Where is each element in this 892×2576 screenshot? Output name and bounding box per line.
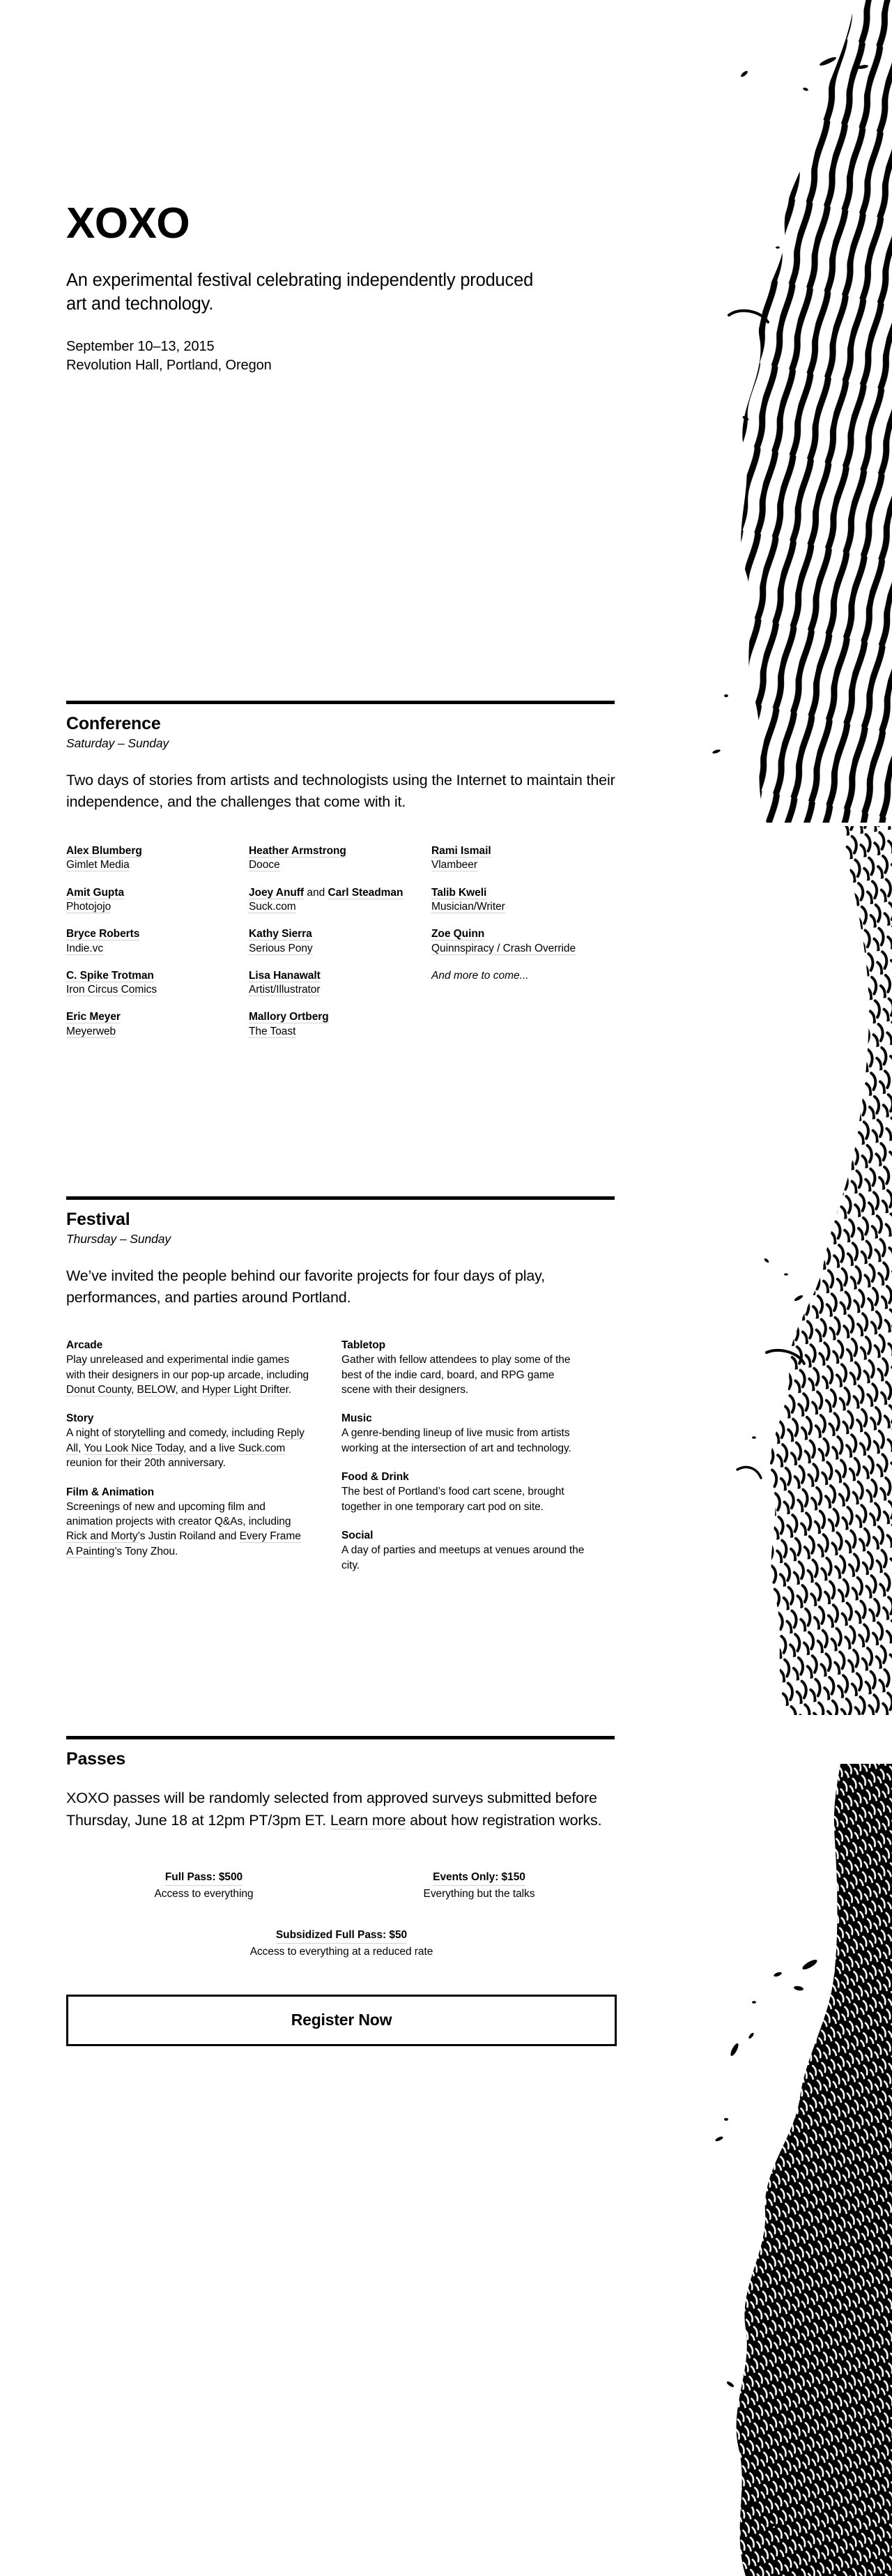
- track-entry: [66, 1339, 341, 1397]
- speaker-entry[interactable]: [66, 886, 249, 915]
- section-conference: [66, 701, 617, 1039]
- passes-intro: [66, 1788, 617, 1831]
- inline-text: ,: [78, 1442, 84, 1454]
- track-entry: [341, 1470, 617, 1514]
- section-passes: [66, 1736, 617, 2046]
- speaker-organization[interactable]: Vlambeer: [431, 859, 477, 871]
- artwork-flecks: [712, 56, 869, 2527]
- speaker-entry[interactable]: [66, 927, 249, 956]
- section-rule: [66, 701, 615, 704]
- track-name: Story: [66, 1412, 94, 1425]
- inline-link[interactable]: Reply All: [66, 1427, 305, 1454]
- track-description: [341, 1484, 585, 1514]
- track-entry: [341, 1339, 617, 1397]
- inline-link[interactable]: Every Frame A Painting: [66, 1530, 301, 1557]
- speaker-name[interactable]: C. Spike Trotman: [66, 969, 154, 982]
- speaker-name[interactable]: Bryce Roberts: [66, 928, 140, 940]
- inline-text: , and: [175, 1383, 202, 1396]
- event-dates: September 10–13, 2015: [66, 338, 215, 354]
- speaker-entry[interactable]: [249, 844, 431, 873]
- inline-text: ,: [131, 1383, 137, 1396]
- track-name: Social: [341, 1530, 374, 1542]
- speaker-name[interactable]: Kathy Sierra: [249, 928, 312, 940]
- speaker-organization[interactable]: Iron Circus Comics: [66, 984, 157, 996]
- speaker-name[interactable]: Mallory Ortberg: [249, 1011, 329, 1023]
- inline-text: Screenings of new and upcoming film and animation projects with creator Q&As, including: [66, 1500, 291, 1528]
- speaker-entry[interactable]: [431, 844, 614, 873]
- event-venue: Revolution Hall, Portland, Oregon: [66, 358, 272, 374]
- track-description: [66, 1352, 310, 1397]
- inline-link[interactable]: Learn more: [330, 1811, 406, 1829]
- inline-link[interactable]: Suck.com: [238, 1442, 286, 1454]
- track-column: [341, 1339, 617, 1573]
- speaker-name[interactable]: Heather Armstrong: [249, 844, 346, 857]
- speaker-organization[interactable]: Indie.vc: [66, 942, 104, 954]
- passes-title: Passes: [66, 1748, 125, 1769]
- section-festival: [66, 1196, 617, 1573]
- inline-text: The best of Portland’s food cart scene, brought together in one temporary cart pod on site.: [341, 1486, 564, 1513]
- speaker-organization[interactable]: Dooce: [249, 859, 280, 871]
- speaker-organization[interactable]: Suck.com: [249, 900, 296, 913]
- inline-text: Gather with fellow attendees to play some of the best of the indie card, board, and RPG game scene with their designers.: [341, 1354, 571, 1396]
- masthead: [66, 0, 617, 376]
- speaker-column: [66, 844, 249, 1039]
- track-entry: [341, 1412, 617, 1456]
- speaker-organization[interactable]: Musician/Writer: [431, 900, 505, 913]
- speaker-entry[interactable]: [66, 1010, 249, 1039]
- inline-text: reunion for their 20th anniversary.: [66, 1457, 226, 1470]
- register-now-button[interactable]: Register Now: [66, 1995, 617, 2046]
- inline-text: ’s Justin Roiland and: [137, 1530, 240, 1543]
- speaker-column: [249, 844, 431, 1039]
- speaker-column: [431, 844, 614, 1039]
- speaker-name[interactable]: Lisa Hanawalt: [249, 969, 321, 982]
- festival-title: Festival: [66, 1210, 130, 1230]
- artwork-band-top: [662, 0, 892, 906]
- festival-subtitle: Thursday – Sunday: [66, 1232, 171, 1247]
- track-name: Film & Animation: [66, 1486, 155, 1498]
- track-entry: [66, 1412, 341, 1470]
- inline-link[interactable]: BELOW: [137, 1383, 176, 1396]
- speaker-name[interactable]: Eric Meyer: [66, 1011, 121, 1023]
- pass-tier-row: [66, 1870, 617, 1902]
- speaker-organization[interactable]: Quinnspiracy / Crash Override: [431, 942, 576, 954]
- track-description: [341, 1352, 585, 1397]
- inline-link[interactable]: Rick and Morty: [66, 1530, 138, 1543]
- speaker-organization[interactable]: Gimlet Media: [66, 859, 130, 871]
- inline-link[interactable]: Donut County: [66, 1383, 132, 1396]
- pass-tier-desc: Everything but the talks: [423, 1888, 535, 1900]
- inline-text: about how registration works.: [406, 1811, 602, 1829]
- speaker-name[interactable]: Zoe Quinn: [431, 928, 485, 940]
- pass-tier-desc: Access to everything: [154, 1888, 254, 1900]
- speaker-organization[interactable]: Photojojo: [66, 900, 112, 913]
- speaker-entry[interactable]: [249, 1010, 431, 1039]
- track-description: [66, 1500, 310, 1560]
- pass-tier-name[interactable]: Full Pass: $500: [165, 1870, 243, 1886]
- inline-text: , and a live: [183, 1442, 238, 1454]
- speaker-entry[interactable]: [66, 969, 249, 998]
- speaker-entry[interactable]: [431, 927, 614, 956]
- artwork-band-bottom: [662, 1729, 892, 2576]
- track-name: Music: [341, 1412, 372, 1425]
- speaker-entry[interactable]: [249, 886, 431, 915]
- speaker-name-secondary[interactable]: Carl Steadman: [328, 886, 403, 899]
- decorative-artwork: [662, 0, 892, 2576]
- section-rule: [66, 1736, 615, 1739]
- speaker-organization[interactable]: Meyerweb: [66, 1025, 116, 1037]
- conference-title: Conference: [66, 714, 161, 733]
- tagline: An experimental festival celebrating independently produced art and technology.: [66, 270, 534, 314]
- inline-text: XOXO passes will be randomly selected from approved surveys submitted before Thursday, June 18 at 12pm PT/3pm ET.: [66, 1789, 597, 1829]
- track-description: [66, 1426, 310, 1470]
- speaker-grid: [66, 844, 617, 1039]
- artwork-band-middle: [662, 767, 892, 1778]
- speaker-name[interactable]: Joey Anuff: [249, 886, 305, 899]
- inline-text: ’s Tony Zhou.: [114, 1545, 178, 1557]
- inline-link[interactable]: Hyper Light Drifter: [201, 1383, 289, 1396]
- speaker-entry[interactable]: [431, 886, 614, 915]
- inline-text: A night of storytelling and comedy, including: [66, 1427, 277, 1440]
- speaker-name[interactable]: Rami Ismail: [431, 844, 491, 857]
- inline-text: .: [288, 1383, 292, 1396]
- track-name: Food & Drink: [341, 1471, 409, 1484]
- section-rule: [66, 1196, 615, 1200]
- speaker-name[interactable]: Alex Blumberg: [66, 844, 142, 857]
- pass-tier-desc: Access to everything at a reduced rate: [249, 1945, 433, 1958]
- content-column: [66, 0, 617, 2046]
- speaker-organization[interactable]: Artist/Illustrator: [249, 984, 321, 996]
- inline-text: A day of parties and meetups at venues around the city.: [341, 1544, 585, 1571]
- inline-text: Play unreleased and experimental indie games with their designers in our pop-up arcade, including: [66, 1354, 309, 1381]
- track-description: [341, 1426, 585, 1456]
- pass-tier-subsidized: [66, 1928, 617, 1960]
- track-grid: [66, 1339, 617, 1573]
- pass-tier-name[interactable]: Subsidized Full Pass: $50: [276, 1928, 407, 1944]
- pass-tier-name[interactable]: Events Only: $150: [433, 1870, 525, 1886]
- speaker-entry[interactable]: [66, 844, 249, 873]
- xoxo-wordmark: XOXO: [66, 199, 190, 247]
- pass-tier: [341, 1870, 617, 1902]
- inline-link[interactable]: You Look Nice Today: [84, 1442, 183, 1454]
- conference-intro: Two days of stories from artists and technologists using the Internet to maintain their independence, and the challenges that come with it.: [66, 771, 615, 811]
- track-description: [341, 1543, 585, 1573]
- speaker-conjunction: and: [304, 886, 328, 899]
- pass-tier: [66, 1870, 341, 1902]
- speaker-name[interactable]: Amit Gupta: [66, 886, 125, 899]
- track-entry: [66, 1486, 341, 1560]
- conference-subtitle: Saturday – Sunday: [66, 736, 169, 750]
- speaker-name[interactable]: Talib Kweli: [431, 886, 487, 899]
- track-name: Arcade: [66, 1339, 103, 1351]
- track-entry: [341, 1529, 617, 1573]
- speaker-entry[interactable]: [249, 927, 431, 956]
- speaker-organization[interactable]: The Toast: [249, 1025, 296, 1037]
- festival-intro: We’ve invited the people behind our favorite projects for four days of play, performances, and parties around Portland.: [66, 1267, 545, 1306]
- inline-text: A genre-bending lineup of live music from artists working at the intersection of art and technology.: [341, 1427, 571, 1454]
- speaker-organization[interactable]: Serious Pony: [249, 942, 313, 954]
- track-name: Tabletop: [341, 1339, 386, 1351]
- speakers-more-to-come: And more to come...: [431, 969, 529, 982]
- track-column: [66, 1339, 341, 1573]
- speaker-entry[interactable]: [249, 969, 431, 998]
